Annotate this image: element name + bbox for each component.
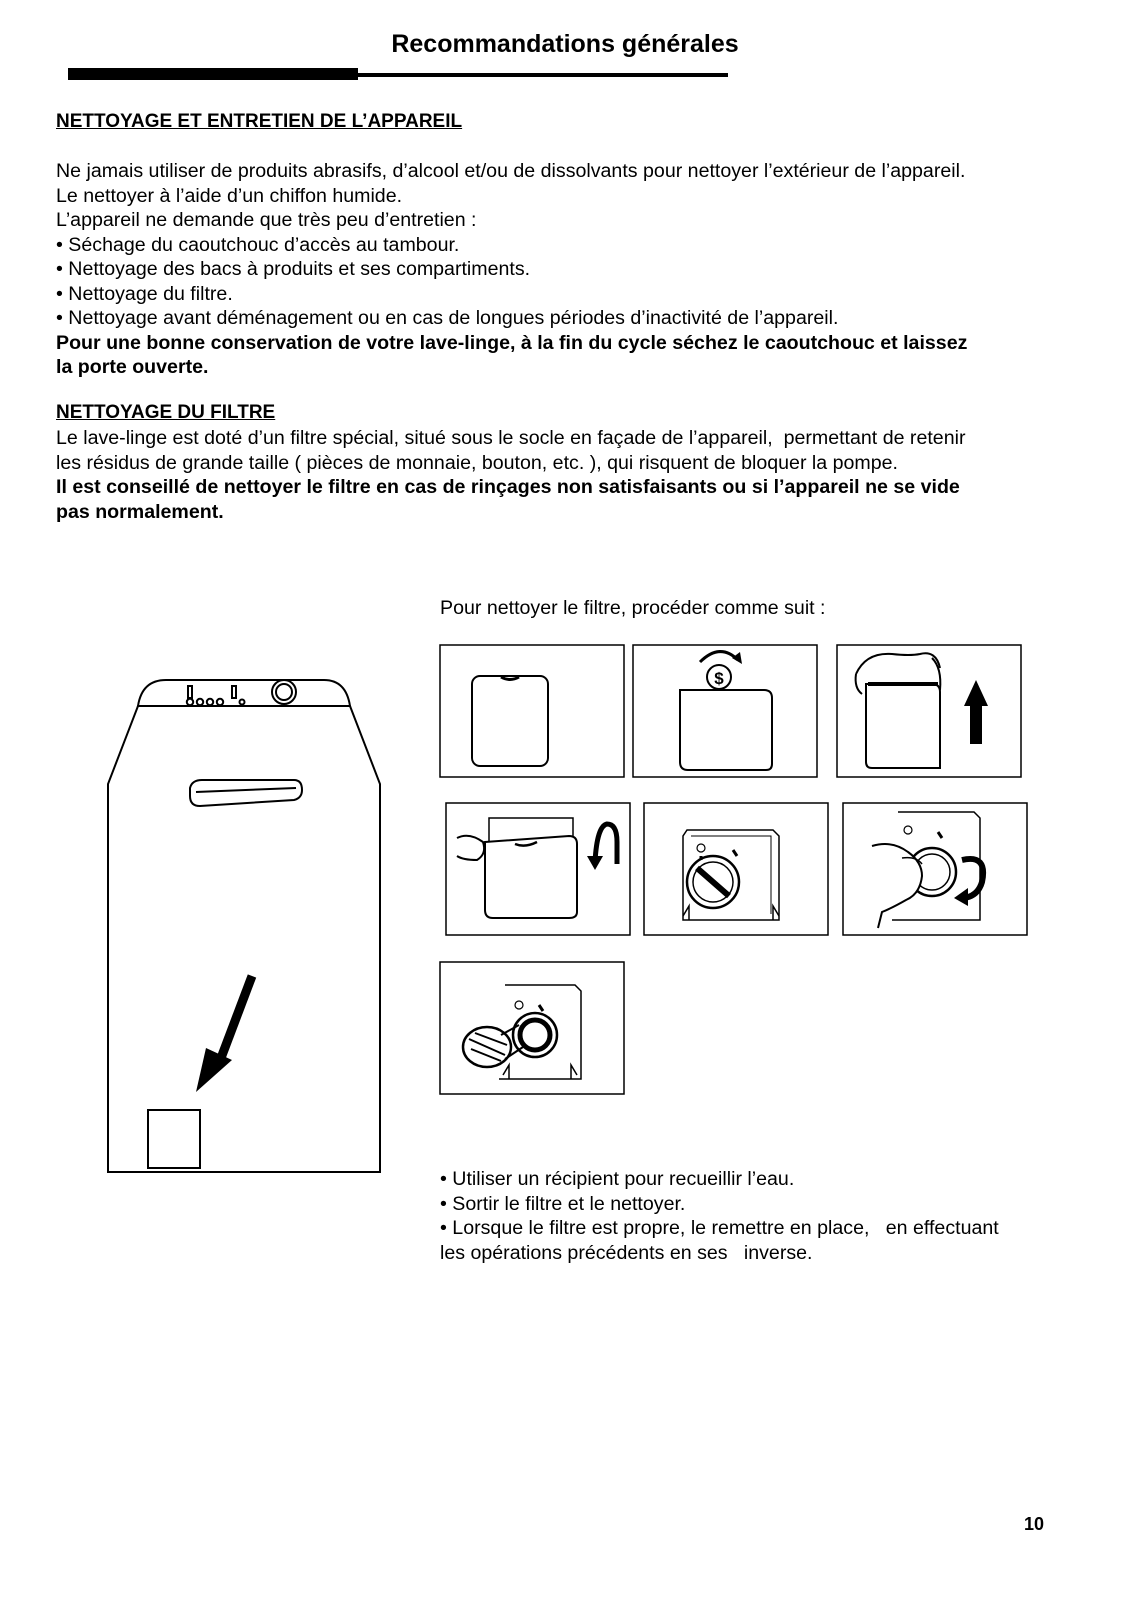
page-number: 10 [1024,1514,1045,1534]
filter-warning: Il est conseillé de nettoyer le filtre en cas de rinçages non satisfaisants ou si l’appareil ne se vide [56,476,960,498]
coin-symbol: $ [714,669,724,688]
step-panel-7 [439,961,625,1095]
filter-line: les résidus de grande taille ( pièces de monnaie, bouton, etc. ), qui risquent de bloquer la pompe. [56,451,898,474]
filter-line: Le lave-linge est doté d’un filtre spécial, situé sous le socle en façade de l’appareil, permettant de retenir [56,427,966,449]
step-panel-6 [842,802,1028,936]
maintenance-line: Ne jamais utiliser de produits abrasifs, d’alcool et/ou de dissolvants pour nettoyer l’extérieur de l’appareil. [56,160,966,182]
step-panel-2 [632,644,818,778]
procedure-step: les opérations précédents en ses inverse. [440,1241,813,1264]
title-underline-thick [68,68,358,80]
step-panel-3 [836,644,1022,778]
step-panel-5 [643,802,829,936]
maintenance-bullet: • Séchage du caoutchouc d’accès au tambour. [56,233,460,256]
maintenance-warning: Pour une bonne conservation de votre lave-linge, à la fin du cycle séchez le caoutchouc et laissez [56,331,968,354]
maintenance-warning: la porte ouverte. [56,356,209,378]
procedure-steps [440,1167,1080,1265]
maintenance-line: Le nettoyer à l’aide d’un chiffon humide. [56,184,403,207]
washing-machine-illustration [96,672,396,1182]
filter-warning: pas normalement. [56,500,224,523]
maintenance-bullet: • Nettoyage des bacs à produits et ses compartiments. [56,258,531,280]
section-heading-maintenance: NETTOYAGE ET ENTRETIEN DE L’APPAREIL [56,111,463,132]
maintenance-bullet: • Nettoyage avant déménagement ou en cas de longues périodes d’inactivité de l’appareil. [56,307,839,329]
maintenance-line: L’appareil ne demande que très peu d’entretien : [56,209,477,231]
down-arrow-icon [196,976,252,1092]
page-title: Recommandations générales [391,30,739,58]
procedure-step: • Lorsque le filtre est propre, le remettre en place, en effectuant [440,1217,999,1239]
step-panel-4 [445,802,631,936]
maintenance-text [56,159,1076,380]
procedure-step: • Utiliser un récipient pour recueillir l’eau. [440,1168,795,1190]
section-heading-filter: NETTOYAGE DU FILTRE [56,402,276,423]
procedure-step: • Sortir le filtre et le nettoyer. [440,1192,686,1215]
title-underline-thin [350,73,728,77]
filter-text [56,426,1076,524]
maintenance-bullet: • Nettoyage du filtre. [56,282,233,305]
step-panel-1 [439,644,625,778]
procedure-intro: Pour nettoyer le filtre, procéder comme suit : [440,597,826,619]
